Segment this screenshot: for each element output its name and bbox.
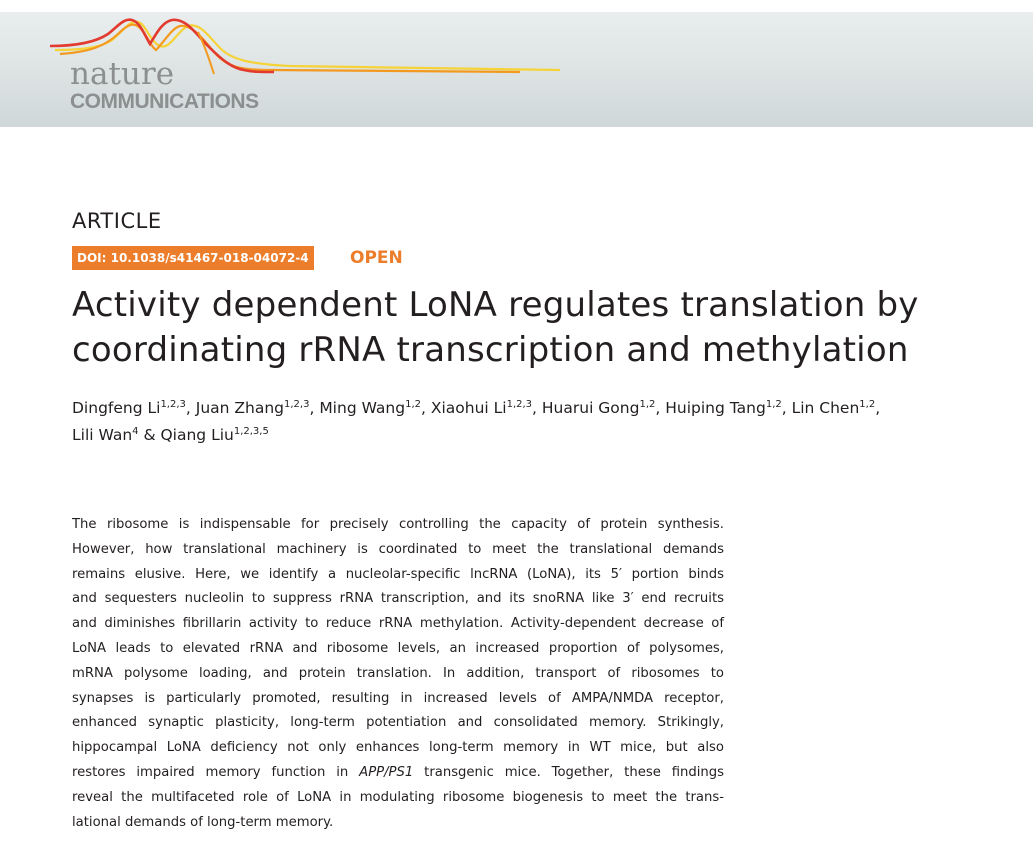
abstract-line [72, 761, 724, 786]
author-name: Xiaohui Li [430, 399, 507, 417]
author-separator: , [532, 399, 542, 417]
author-affiliation: 1,2,3 [284, 398, 310, 410]
abstract-line: However, how translational machinery is coordinated to meet the translational demands [72, 541, 724, 557]
author-name: Lin Chen [791, 399, 860, 417]
author[interactable] [665, 399, 782, 417]
article-title [72, 283, 972, 373]
author-list [72, 395, 972, 449]
abstract [72, 513, 724, 835]
abstract-line: reveal the multifaceted role of LoNA in modulating ribosome biogenesis to meet the trans- [72, 789, 724, 805]
author-affiliation: 4 [132, 425, 139, 437]
author-affiliation: 1,2 [765, 398, 782, 410]
author-separator: , [420, 399, 431, 417]
author[interactable] [542, 399, 655, 417]
author-separator: , [185, 399, 196, 417]
author[interactable] [72, 399, 186, 417]
article-title-line: coordinating rRNA transcription and methylation [72, 330, 909, 370]
top-margin [0, 0, 1033, 12]
abstract-line: lational demands of long-term memory. [72, 814, 334, 830]
author-separator: , [781, 399, 792, 417]
author-affiliation: 1,2 [859, 398, 876, 410]
author[interactable] [792, 399, 876, 417]
article-title-line: Activity dependent LoNA regulates translation by [72, 285, 919, 325]
author-name: Qiang Liu [160, 426, 234, 444]
abstract-line: The ribosome is indispensable for precisely controlling the capacity of protein synthesis. [72, 517, 724, 532]
author-affiliation: 1,2,3 [506, 398, 533, 410]
author-affiliation: 1,2 [639, 398, 656, 410]
journal-logo-nature: nature [70, 56, 175, 92]
abstract-text: restores impaired memory function in [72, 764, 360, 780]
author-name: Juan Zhang [195, 399, 284, 417]
author-name: Dingfeng Li [72, 399, 161, 417]
abstract-text: transgenic mice. Together, these findings [413, 764, 724, 780]
abstract-italic-term: APP/PS1 [359, 764, 414, 780]
abstract-line: hippocampal LoNA deficiency not only enhances long-term memory in WT mice, but also [72, 740, 724, 756]
author-affiliation: 1,2,3 [160, 398, 186, 410]
author[interactable] [319, 399, 421, 417]
abstract-line: mRNA polysome loading, and protein translation. In addition, transport of ribosomes to [72, 665, 724, 681]
author-name: Huiping Tang [665, 399, 766, 417]
abstract-line: synapses is particularly promoted, resulting in increased levels of AMPA/NMDA receptor, [72, 690, 724, 706]
journal-logo-communications: COMMUNICATIONS [70, 90, 259, 113]
author[interactable] [160, 426, 268, 444]
author[interactable] [431, 399, 532, 417]
author-affiliation: 1,2,3,5 [233, 425, 269, 437]
author-separator: , [655, 399, 666, 417]
doi-badge[interactable]: DOI: 10.1038/s41467-018-04072-4 [72, 246, 314, 270]
abstract-line: remains elusive. Here, we identify a nucleolar-specific lncRNA (LoNA), its 5′ portion binds [72, 566, 724, 582]
open-access-label: OPEN [350, 248, 403, 268]
abstract-line: LoNA leads to elevated rRNA and ribosome levels, an increased proportion of polysomes, [72, 640, 724, 656]
abstract-line: and sequesters nucleolin to suppress rRNA transcription, and its snoRNA like 3′ end recruits [72, 591, 724, 607]
abstract-line: enhanced synaptic plasticity, long-term potentiation and consolidated memory. Strikingly, [72, 715, 724, 731]
journal-header [0, 12, 1033, 127]
article-type-label: ARTICLE [72, 209, 162, 233]
abstract-line: and diminishes fibrillarin activity to reduce rRNA methylation. Activity-dependent decrease of [72, 616, 724, 632]
author[interactable] [72, 426, 139, 444]
author-separator: & [138, 426, 161, 444]
author-name: Huarui Gong [541, 399, 640, 417]
author-separator: , [309, 399, 320, 417]
author-name: Lili Wan [72, 426, 133, 444]
author-separator: , [875, 399, 881, 417]
author-name: Ming Wang [319, 399, 406, 417]
author[interactable] [196, 399, 310, 417]
author-affiliation: 1,2 [405, 398, 421, 410]
